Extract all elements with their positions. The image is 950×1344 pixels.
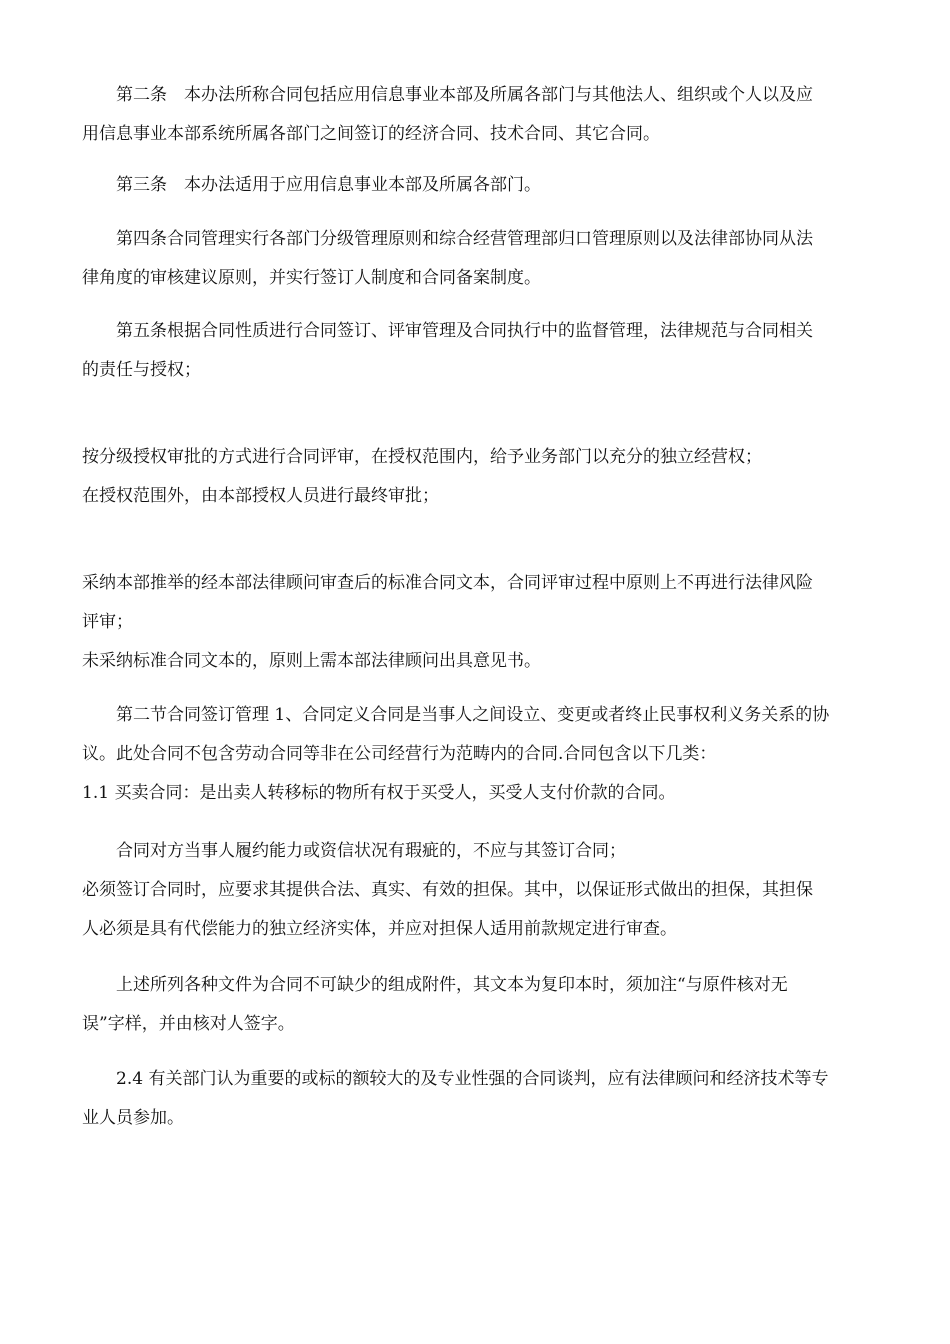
text-line: 上述所列各种文件为合同不可缺少的组成附件，其文本为复印本时，须加注“与原件核对无 — [116, 975, 788, 995]
text-line: 议。此处合同不包含劳动合同等非在公司经营行为范畴内的合同.合同包含以下几类： — [82, 744, 717, 764]
text-line: 律角度的审核建议原则，并实行签订人制度和合同备案制度。 — [82, 268, 541, 288]
authorization-paragraph — [82, 438, 872, 516]
text-line: 第三条 本办法适用于应用信息事业本部及所属各部门。 — [116, 175, 541, 195]
text-line: 必须签订合同时，应要求其提供合法、真实、有效的担保。其中，以保证形式做出的担保，其担保 — [82, 880, 813, 900]
text-line: 按分级授权审批的方式进行合同评审，在授权范围内，给予业务部门以充分的独立经营权； — [82, 447, 762, 467]
text-line: 2.4 有关部门认为重要的或标的额较大的及专业性强的合同谈判，应有法律顾问和经济技术等专 — [116, 1069, 829, 1089]
text-line: 1.1 买卖合同：是出卖人转移标的物所有权于买受人，买受人支付价款的合同。 — [82, 783, 676, 803]
text-line: 用信息事业本部系统所属各部门之间签订的经济合同、技术合同、其它合同。 — [82, 124, 660, 144]
text-line: 人必须是具有代偿能力的独立经济实体，并应对担保人适用前款规定进行审查。 — [82, 919, 677, 939]
text-line: 在授权范围外，由本部授权人员进行最终审批； — [82, 486, 439, 506]
section-2-paragraph — [82, 696, 872, 813]
text-line: 误”字样，并由核对人签字。 — [82, 1014, 295, 1034]
text-line: 第二节合同签订管理 1、合同定义合同是当事人之间设立、变更或者终止民事权利义务关系的协 — [116, 705, 830, 725]
text-line: 的责任与授权； — [82, 360, 201, 380]
text-line: 第二条 本办法所称合同包括应用信息事业本部及所属各部门与其他法人、组织或个人以及应 — [116, 85, 813, 105]
negotiation-paragraph — [82, 1060, 872, 1138]
text-line: 业人员参加。 — [82, 1108, 184, 1128]
text-line: 合同对方当事人履约能力或资信状况有瑕疵的，不应与其签订合同； — [116, 841, 626, 861]
text-line: 采纳本部推举的经本部法律顾问审查后的标准合同文本，合同评审过程中原则上不再进行法律风险 — [82, 573, 813, 593]
text-line: 评审； — [82, 612, 133, 632]
standard-contract-paragraph — [82, 564, 872, 681]
guarantee-paragraph — [82, 832, 872, 949]
attachments-paragraph — [82, 966, 872, 1044]
article-3-paragraph — [82, 166, 872, 205]
article-2-paragraph — [82, 76, 872, 154]
article-5-paragraph — [82, 312, 872, 390]
text-line: 第四条合同管理实行各部门分级管理原则和综合经营管理部归口管理原则以及法律部协同从法 — [116, 229, 813, 249]
article-4-paragraph — [82, 220, 872, 298]
text-line: 未采纳标准合同文本的，原则上需本部法律顾问出具意见书。 — [82, 651, 541, 671]
text-line: 第五条根据合同性质进行合同签订、评审管理及合同执行中的监督管理，法律规范与合同相关 — [116, 321, 813, 341]
